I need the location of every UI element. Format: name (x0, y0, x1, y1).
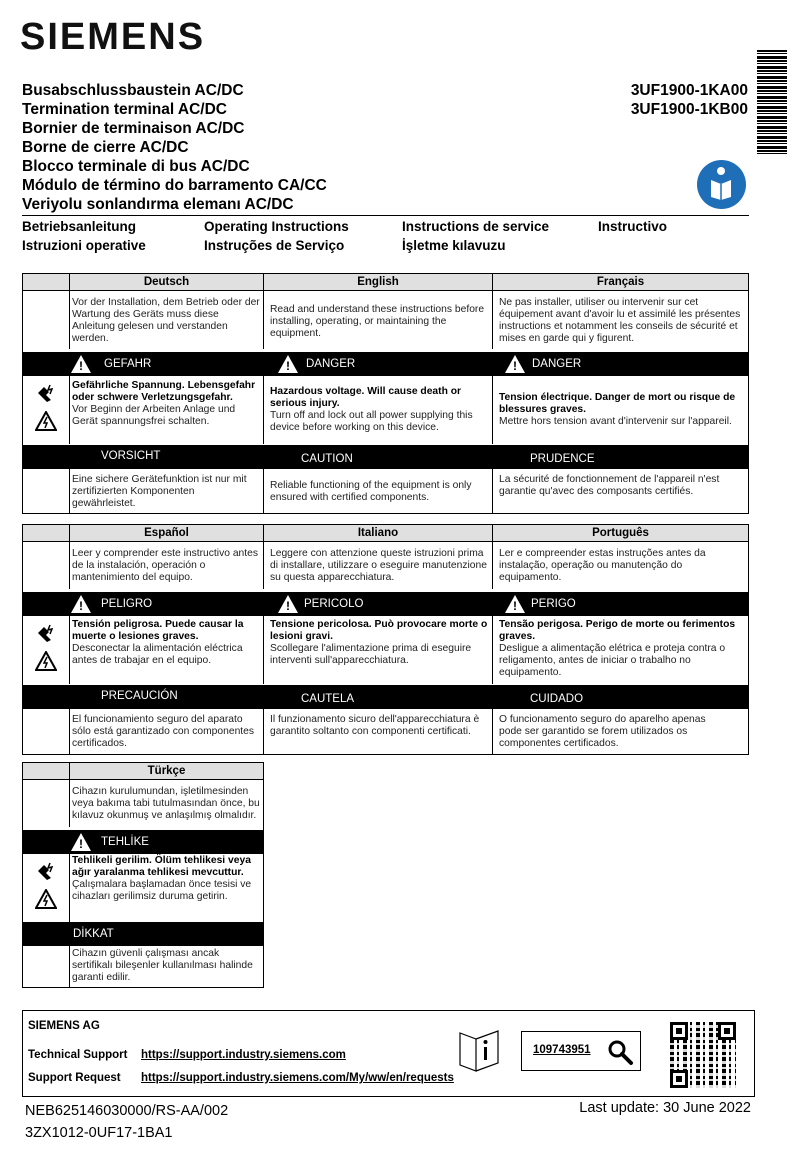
technical-support-link[interactable]: https://support.industry.siemens.com (141, 1049, 346, 1061)
technical-support-label: Technical Support (28, 1049, 128, 1061)
caution-text-de: Eine sichere Gerätefunktion ist nur mit zertifizierten Komponenten gewährleistet. (72, 474, 247, 509)
caution-bar (23, 685, 748, 709)
danger-text-fr (499, 392, 747, 428)
qr-finder-top-left (670, 1022, 688, 1040)
document-id-link[interactable]: 109743951 (533, 1044, 591, 1056)
danger-body-tr: Çalışmalara başlamadan önce tesisi ve cihazları gerilimsiz duruma getirin. (72, 879, 252, 902)
warning-triangle-icon (278, 355, 298, 373)
column-header-de: Deutsch (69, 274, 263, 291)
order-number-1: 3UF1900-1KA00 (630, 82, 748, 99)
caution-label-tr: DİKKAT (73, 928, 114, 940)
manual-label-en: Operating Instructions (204, 219, 349, 234)
danger-label-it: PERICOLO (304, 598, 364, 610)
caution-label-es: PRECAUCIÓN (101, 690, 178, 702)
danger-bold-tr: Tehlikeli gerilim. Ölüm tehlikesi veya ağır yaralanma tehlikesi mevcuttur. (72, 855, 251, 878)
column-header-es: Español (69, 525, 263, 542)
caution-bar (23, 922, 263, 946)
language-table-de-en-fr (22, 273, 749, 514)
order-numbers (631, 81, 748, 119)
warning-triangle-icon (71, 595, 91, 613)
caution-text-fr: La sécurité de fonctionnement de l'appareil n'est garantie qu'avec des composants certifiés. (499, 474, 720, 497)
intro-it: Leggere con attenzione queste istruzioni prima di installare, utilizzare o eseguire manutenzione su questa apparecchiatura. (270, 548, 487, 583)
caution-bar (23, 445, 748, 469)
electric-shock-warning-icon (35, 411, 57, 431)
read-manual-icon (697, 160, 746, 209)
danger-text-tr (72, 855, 264, 903)
warning-triangle-icon (71, 833, 91, 851)
electric-hazard-hand-icon (35, 623, 57, 643)
barcode-graphic (757, 50, 787, 154)
title-en: Termination terminal AC/DC (22, 101, 227, 118)
qr-finder-bottom-left (670, 1070, 688, 1088)
danger-label-en: DANGER (306, 358, 356, 370)
caution-label-en: CAUTION (301, 453, 353, 465)
siemens-logo: SIEMENS (20, 16, 206, 58)
intro-pt: Ler e compreender estas instruções antes da instalação, operação ou manutenção do equipamento. (499, 548, 706, 583)
document-numbers (25, 1100, 228, 1144)
caution-label-pt: CUIDADO (530, 693, 584, 705)
company-name: SIEMENS AG (28, 1020, 100, 1032)
danger-text-en (270, 386, 488, 434)
manual-label-fr: Instructions de service (402, 219, 550, 234)
danger-text-it (270, 619, 488, 667)
manual-label-es: Instructivo (598, 219, 668, 234)
caution-text-en: Reliable functioning of the equipment is only ensured with certified components. (270, 480, 472, 503)
caution-text-es: El funcionamiento seguro del aparato sólo está garantizado con componentes certificados. (72, 714, 255, 749)
electric-shock-warning-icon (35, 889, 57, 909)
electric-shock-warning-icon (35, 651, 57, 671)
title-tr: Veriyolu sonlandırma elemanı AC/DC (22, 196, 294, 213)
danger-bold-pt: Tensão perigosa. Perigo de morte ou ferimentos graves. (499, 619, 736, 642)
warning-triangle-icon (505, 355, 525, 373)
language-table-es-it-pt (22, 524, 749, 755)
danger-bar (23, 352, 748, 376)
danger-label-es: PELIGRO (101, 598, 153, 610)
column-header-it: Italiano (263, 525, 492, 542)
product-titles (22, 81, 327, 214)
warning-triangle-icon (278, 595, 298, 613)
danger-bold-es: Tensión peligrosa. Puede causar la muerte o lesiones graves. (72, 619, 244, 642)
support-footer (22, 1010, 755, 1097)
column-header-pt: Português (492, 525, 748, 542)
danger-bold-de: Gefährliche Spannung. Lebensgefahr oder schwere Verletzungsgefahr. (72, 380, 256, 403)
danger-bold-fr: Tension électrique. Danger de mort ou risque de blessures graves. (499, 392, 736, 415)
danger-body-it: Scollegare l'alimentazione prima di eseguire interventi sull'apparecchiatura. (270, 643, 472, 666)
warning-triangle-icon (505, 595, 525, 613)
danger-label-de: GEFAHR (104, 358, 152, 370)
info-book-icon (458, 1025, 502, 1073)
danger-label-pt: PERIGO (531, 598, 576, 610)
intro-en: Read and understand these instructions before installing, operating, or maintaining the equipment. (270, 304, 485, 339)
danger-body-en: Turn off and lock out all power supplying this device before working on this device. (270, 410, 473, 433)
caution-label-de: VORSICHT (101, 450, 161, 462)
support-request-label: Support Request (28, 1072, 121, 1084)
danger-text-es (72, 619, 260, 667)
intro-fr: Ne pas installer, utiliser ou intervenir sur cet équipement avant d'avoir lu et assimilé les présentes instructions et notamment les conseils de sécurité et mises en garde qui y figurent. (499, 297, 741, 344)
danger-bar (23, 592, 748, 616)
title-it: Blocco terminale di bus AC/DC (22, 158, 250, 175)
qr-finder-top-right (718, 1022, 736, 1040)
caution-label-fr: PRUDENCE (530, 453, 595, 465)
document-number: NEB625146030000/RS-AA/002 (25, 1103, 229, 1119)
danger-body-de: Vor Beginn der Arbeiten Anlage und Gerät spannungsfrei schalten. (72, 404, 236, 427)
title-de: Busabschlussbaustein AC/DC (22, 82, 244, 99)
magnifier-search-icon (606, 1038, 634, 1066)
order-number-2: 3UF1900-1KB00 (630, 101, 748, 118)
manual-label-pt: Instruções de Serviço (204, 238, 345, 253)
danger-text-de (72, 380, 260, 428)
warning-triangle-icon (71, 355, 91, 373)
support-request-link[interactable]: https://support.industry.siemens.com/My/ww/en/requests (141, 1072, 454, 1084)
danger-bar (23, 830, 263, 854)
caution-label-it: CAUTELA (301, 693, 355, 705)
danger-label-tr: TEHLİKE (101, 836, 149, 848)
document-search-box[interactable] (521, 1031, 641, 1071)
danger-text-pt (499, 619, 747, 679)
article-number: 3ZX1012-0UF17-1BA1 (25, 1125, 173, 1141)
danger-bold-it: Tensione pericolosa. Può provocare morte o lesioni gravi. (270, 619, 488, 642)
manual-label-it: Istruzioni operative (22, 238, 146, 253)
last-update: Last update: 30 June 2022 (579, 1100, 751, 1116)
title-es: Borne de cierre AC/DC (22, 139, 189, 156)
title-pt: Módulo de término do barramento CA/CC (22, 177, 327, 194)
manual-label-de: Betriebsanleitung (22, 219, 137, 234)
column-header-fr: Français (492, 274, 748, 291)
title-fr: Bornier de terminaison AC/DC (22, 120, 245, 137)
intro-es: Leer y comprender este instructivo antes de la instalación, operación o mantenimiento del equipo. (72, 548, 259, 583)
caution-text-it: Il funzionamento sicuro dell'apparecchiatura è garantito soltanto con componenti certificati. (270, 714, 480, 737)
danger-body-fr: Mettre hors tension avant d'intervenir sur l'appareil. (499, 416, 732, 427)
language-table-tr (22, 762, 264, 988)
electric-hazard-hand-icon (35, 861, 57, 881)
header-divider (22, 215, 749, 216)
danger-body-pt: Desligue a alimentação elétrica e proteja contra o religamento, antes de iniciar o trabalho no equipamento. (499, 643, 726, 678)
danger-body-es: Desconectar la alimentación eléctrica antes de trabajar en el equipo. (72, 643, 243, 666)
column-header-tr: Türkçe (69, 763, 263, 780)
caution-text-tr: Cihazın güvenli çalışması ancak sertifikalı bileşenler kullanılması halinde garanti edilir. (72, 948, 253, 983)
electric-hazard-hand-icon (35, 383, 57, 403)
intro-tr: Cihazın kurulumundan, işletilmesinden veya bakıma tabi tutulmasından önce, bu kılavuz okunmuş ve anlaşılmış olmalıdır. (72, 786, 260, 821)
column-header-en: English (263, 274, 492, 291)
danger-label-fr: DANGER (532, 358, 582, 370)
intro-de: Vor der Installation, dem Betrieb oder der Wartung des Geräts muss diese Anleitung gelesen und verstanden werden. (72, 297, 260, 344)
manual-label-tr: İşletme kılavuzu (402, 238, 506, 253)
caution-text-pt: O funcionamento seguro do aparelho apenas pode ser garantido se forem utilizados os componentes certificados. (499, 714, 706, 749)
danger-bold-en: Hazardous voltage. Will cause death or serious injury. (270, 386, 462, 409)
